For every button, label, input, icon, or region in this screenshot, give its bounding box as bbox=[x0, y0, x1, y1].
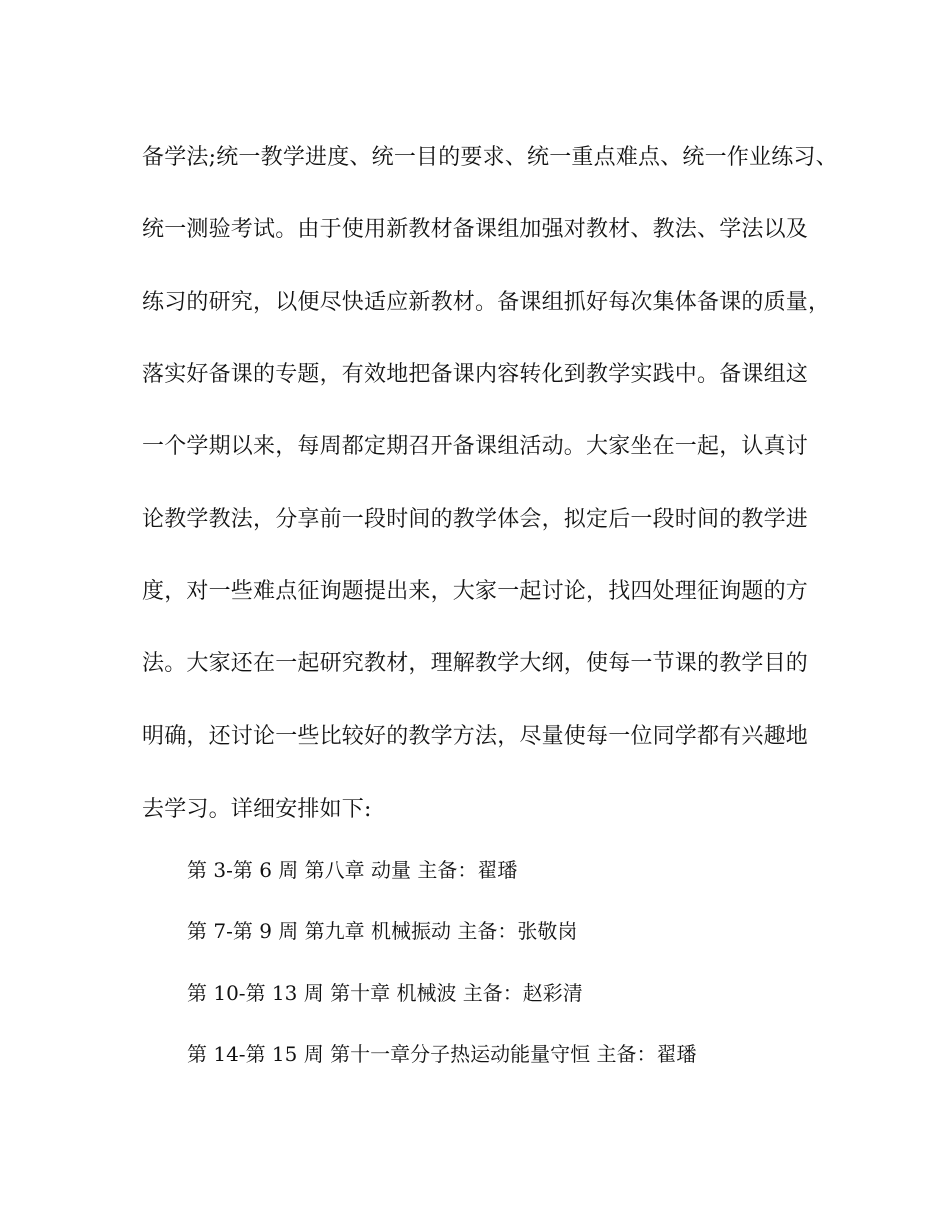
schedule-item: 第 14-第 15 周 第十一章分子热运动能量守恒 主备：翟璠 bbox=[187, 1042, 697, 1066]
schedule-item: 第 3-第 6 周 第八章 动量 主备：翟璠 bbox=[187, 858, 518, 882]
paragraph-line: 练习的研究，以便尽快适应新教材。备课组抓好每次集体备课的质量， bbox=[142, 290, 831, 315]
schedule-item: 第 7-第 9 周 第九章 机械振动 主备：张敬岗 bbox=[187, 919, 578, 943]
paragraph-line: 备学法;统一教学进度、统一目的要求、统一重点难点、统一作业练习、 bbox=[142, 145, 838, 170]
paragraph-line: 统一测验考试。由于使用新教材备课组加强对教材、教法、学法以及 bbox=[142, 217, 809, 242]
paragraph-line: 一个学期以来，每周都定期召开备课组活动。大家坐在一起，认真讨 bbox=[142, 434, 809, 459]
paragraph-line: 落实好备课的专题，有效地把备课内容转化到教学实践中。备课组这 bbox=[142, 362, 809, 387]
paragraph-line: 度，对一些难点征询题提出来，大家一起讨论，找四处理征询题的方 bbox=[142, 579, 809, 604]
paragraph-line: 去学习。详细安排如下: bbox=[142, 797, 372, 822]
schedule-item: 第 10-第 13 周 第十章 机械波 主备：赵彩清 bbox=[187, 981, 583, 1005]
paragraph-line: 法。大家还在一起研究教材，理解教学大纲，使每一节课的教学目的 bbox=[142, 651, 809, 676]
paragraph-line: 论教学教法，分享前一段时间的教学体会，拟定后一段时间的教学进 bbox=[142, 507, 809, 532]
paragraph-line: 明确，还讨论一些比较好的教学方法，尽量使每一位同学都有兴趣地 bbox=[142, 724, 809, 749]
